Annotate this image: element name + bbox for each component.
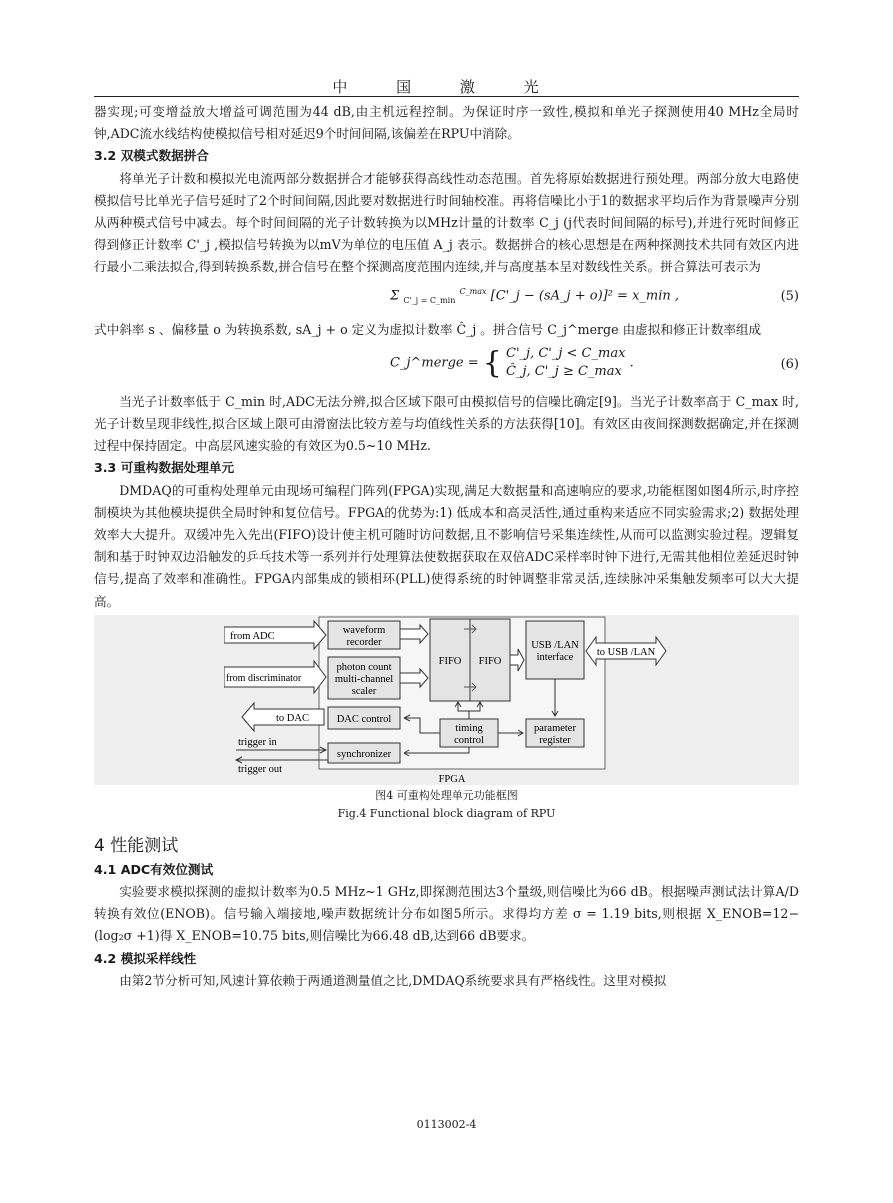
equation-5-number: (5): [780, 288, 799, 304]
figure-4-caption-en: Fig.4 Functional block diagram of RPU: [337, 806, 556, 820]
label-photon-2: multi-channel: [334, 673, 394, 685]
label-timing-2: control: [454, 734, 484, 746]
running-header: 中 国 激 光: [94, 76, 799, 97]
equation-5-expression: [C'_j − (sA_j + o)]² = x_min ,: [490, 287, 680, 303]
paragraph-3-2-1: 将单光子计数和模拟光电流两部分数据拼合才能够获得高线性动态范围。首先将原始数据进行预处理。两部分放大电路使模拟信号比单光子信号延时了2个时间间隔,因此要对数据进行时间轴校准。再将信噪比小于1的数据求平均后作为背景噪声分别从两种模式信号中减去。每个时间间隔的光子计数转换为以MHz计量的计数率 C_j (j代表时间间隔的标号),并进行死时间修正得到修正计数率 C'_j ,模拟信号转换为以mV为单位的电压值 A_j 表示。数据拼合的核心思想是在两种探测技术共同有效区内进行最小二乘法拟合,得到转换系数,拼合信号在整个探测高度范围内连续,并与高度基本呈对数线性关系。拼合算法可表示为: [94, 170, 799, 275]
paragraph-3-2-2: 式中斜率 s 、偏移量 o 为转换系数, sA_j + o 定义为虚拟计数率 Ĉ_j 。拼合信号 C_j^merge 由虚拟和修正计数率组成: [94, 321, 762, 337]
label-from-discriminator: from discriminator: [226, 672, 302, 684]
figure-4-caption-cn: 图4 可重构处理单元功能框图: [375, 788, 518, 802]
arrow-to-dac: [242, 703, 324, 731]
label-waveform-2: recorder: [346, 636, 382, 648]
arrow-from-discriminator: [224, 661, 326, 693]
equation-5-body: [390, 287, 679, 305]
rpu-block-diagram: [224, 615, 669, 785]
continued-paragraph: 器实现;可变增益放大增益可调范围为44 dB,由主机远程控制。为保证时序一致性,模拟和单光子探测使用40 MHz全局时钟,ADC流水线结构使模拟信号相对延迟9个时间间隔,该偏差在RPU中消除。: [94, 104, 799, 142]
section-heading-3-2: 3.2 双模式数据拼合: [94, 148, 209, 164]
paragraph-4-1: 实验要求模拟探测的虚拟计数率为0.5 MHz~1 GHz,即探测范围达3个量级,则信噪比为66 dB。根据噪声测试法计算A/D转换有效位(ENOB)。信号输入端接地,噪声数据统计分布如图5所示。求得均方差 σ = 1.19 bits,则根据 X_ENOB=12− (log₂σ +1)得 X_ENOB=10.75 bits,则信噪比为66.48 dB,达到66 dB要求。: [94, 884, 799, 944]
equation-5: [94, 279, 799, 319]
label-to-usb: to USB /LAN: [596, 646, 656, 658]
label-waveform-1: waveform: [342, 624, 386, 636]
label-trigger-in: trigger in: [238, 736, 277, 748]
label-fifo-b: FIFO: [478, 655, 502, 667]
equation-6-tail: .: [629, 355, 634, 371]
label-synchronizer: synchronizer: [336, 748, 392, 760]
sum-lower-limit: C'_j = C_min: [403, 295, 456, 305]
equation-6: [94, 341, 799, 391]
equation-6-case-2: Ĉ_j, C'_j ≥ C_max: [506, 363, 622, 379]
label-from-adc: from ADC: [230, 630, 275, 642]
section-heading-4-2: 4.2 模拟采样线性: [94, 950, 197, 966]
label-fpga: FPGA: [438, 773, 466, 785]
section-heading-4: 4 性能测试: [94, 835, 179, 856]
label-usb-2: interface: [536, 651, 574, 663]
label-photon-1: photon count: [336, 661, 392, 673]
label-photon-3: scaler: [351, 685, 377, 697]
page-content: [94, 101, 799, 992]
label-usb-1: USB /LAN: [531, 639, 579, 651]
label-param-1: parameter: [534, 722, 576, 734]
label-trigger-out: trigger out: [238, 763, 283, 775]
sum-upper-limit: C_max: [459, 286, 487, 296]
label-fifo-a: FIFO: [438, 655, 462, 667]
equation-6-case-1: C'_j, C'_j < C_max: [506, 345, 626, 361]
label-timing-1: timing: [455, 722, 483, 734]
equation-6-body: [390, 345, 634, 381]
label-param-2: register: [539, 734, 571, 746]
equation-6-lhs: C_j^merge =: [390, 355, 479, 371]
equation-6-number: (6): [780, 356, 799, 372]
paragraph-3-3-1: DMDAQ的可重构处理单元由现场可编程门阵列(FPGA)实现,满足大数据量和高速响应的要求,功能框图如图4所示,时序控制模块为其他模块提供全局时钟和复位信号。FPGA的优势为:1) 低成本和高灵活性,通过重构来适应不同实验需求;2) 数据处理效率大大提升。双缓冲先入先出(FIFO)设计使主机可随时访问数据,且不影响信号采集连续性,从而可以监测实验过程。逻辑复制和基于时钟双边沿触发的乒乓技术等一系列并行处理算法使数据获取在双倍ADC采样率时钟下进行,无需其他相位差延迟时钟信号,提高了效率和准确性。FPGA内部集成的锁相环(PLL)使得系统的时钟调整非常灵活,连续脉冲采集触发频率可以大大提高。: [94, 482, 799, 609]
section-heading-3-3: 3.3 可重构数据处理单元: [94, 460, 235, 476]
paragraph-3-2-3: 当光子计数率低于 C_min 时,ADC无法分辨,拟合区域下限可由模拟信号的信噪比确定[9]。当光子计数率高于 C_max 时,光子计数呈现非线性,拟合区域上限可由滑窗法比较方差与均值线性关系的方法获得[10]。有效区由夜间探测数据确定,并在探测过程中保持固定。中高层风速实验的有效区为0.5~10 MHz.: [94, 393, 799, 454]
equation-6-brace: {: [482, 345, 502, 381]
section-heading-4-1: 4.1 ADC有效位测试: [94, 861, 214, 877]
page-number: 0113002-4: [416, 1118, 477, 1131]
arrow-from-adc: [224, 621, 326, 649]
sum-sign: Σ: [390, 287, 400, 303]
paragraph-4-2: 由第2节分析可知,风速计算依赖于两通道测量值之比,DMDAQ系统要求具有严格线性。这里对模拟: [119, 972, 667, 988]
label-dac-control: DAC control: [336, 713, 392, 725]
label-to-dac: to DAC: [276, 712, 309, 724]
figure-4: [94, 613, 799, 787]
equation-6-cases: [506, 345, 625, 381]
